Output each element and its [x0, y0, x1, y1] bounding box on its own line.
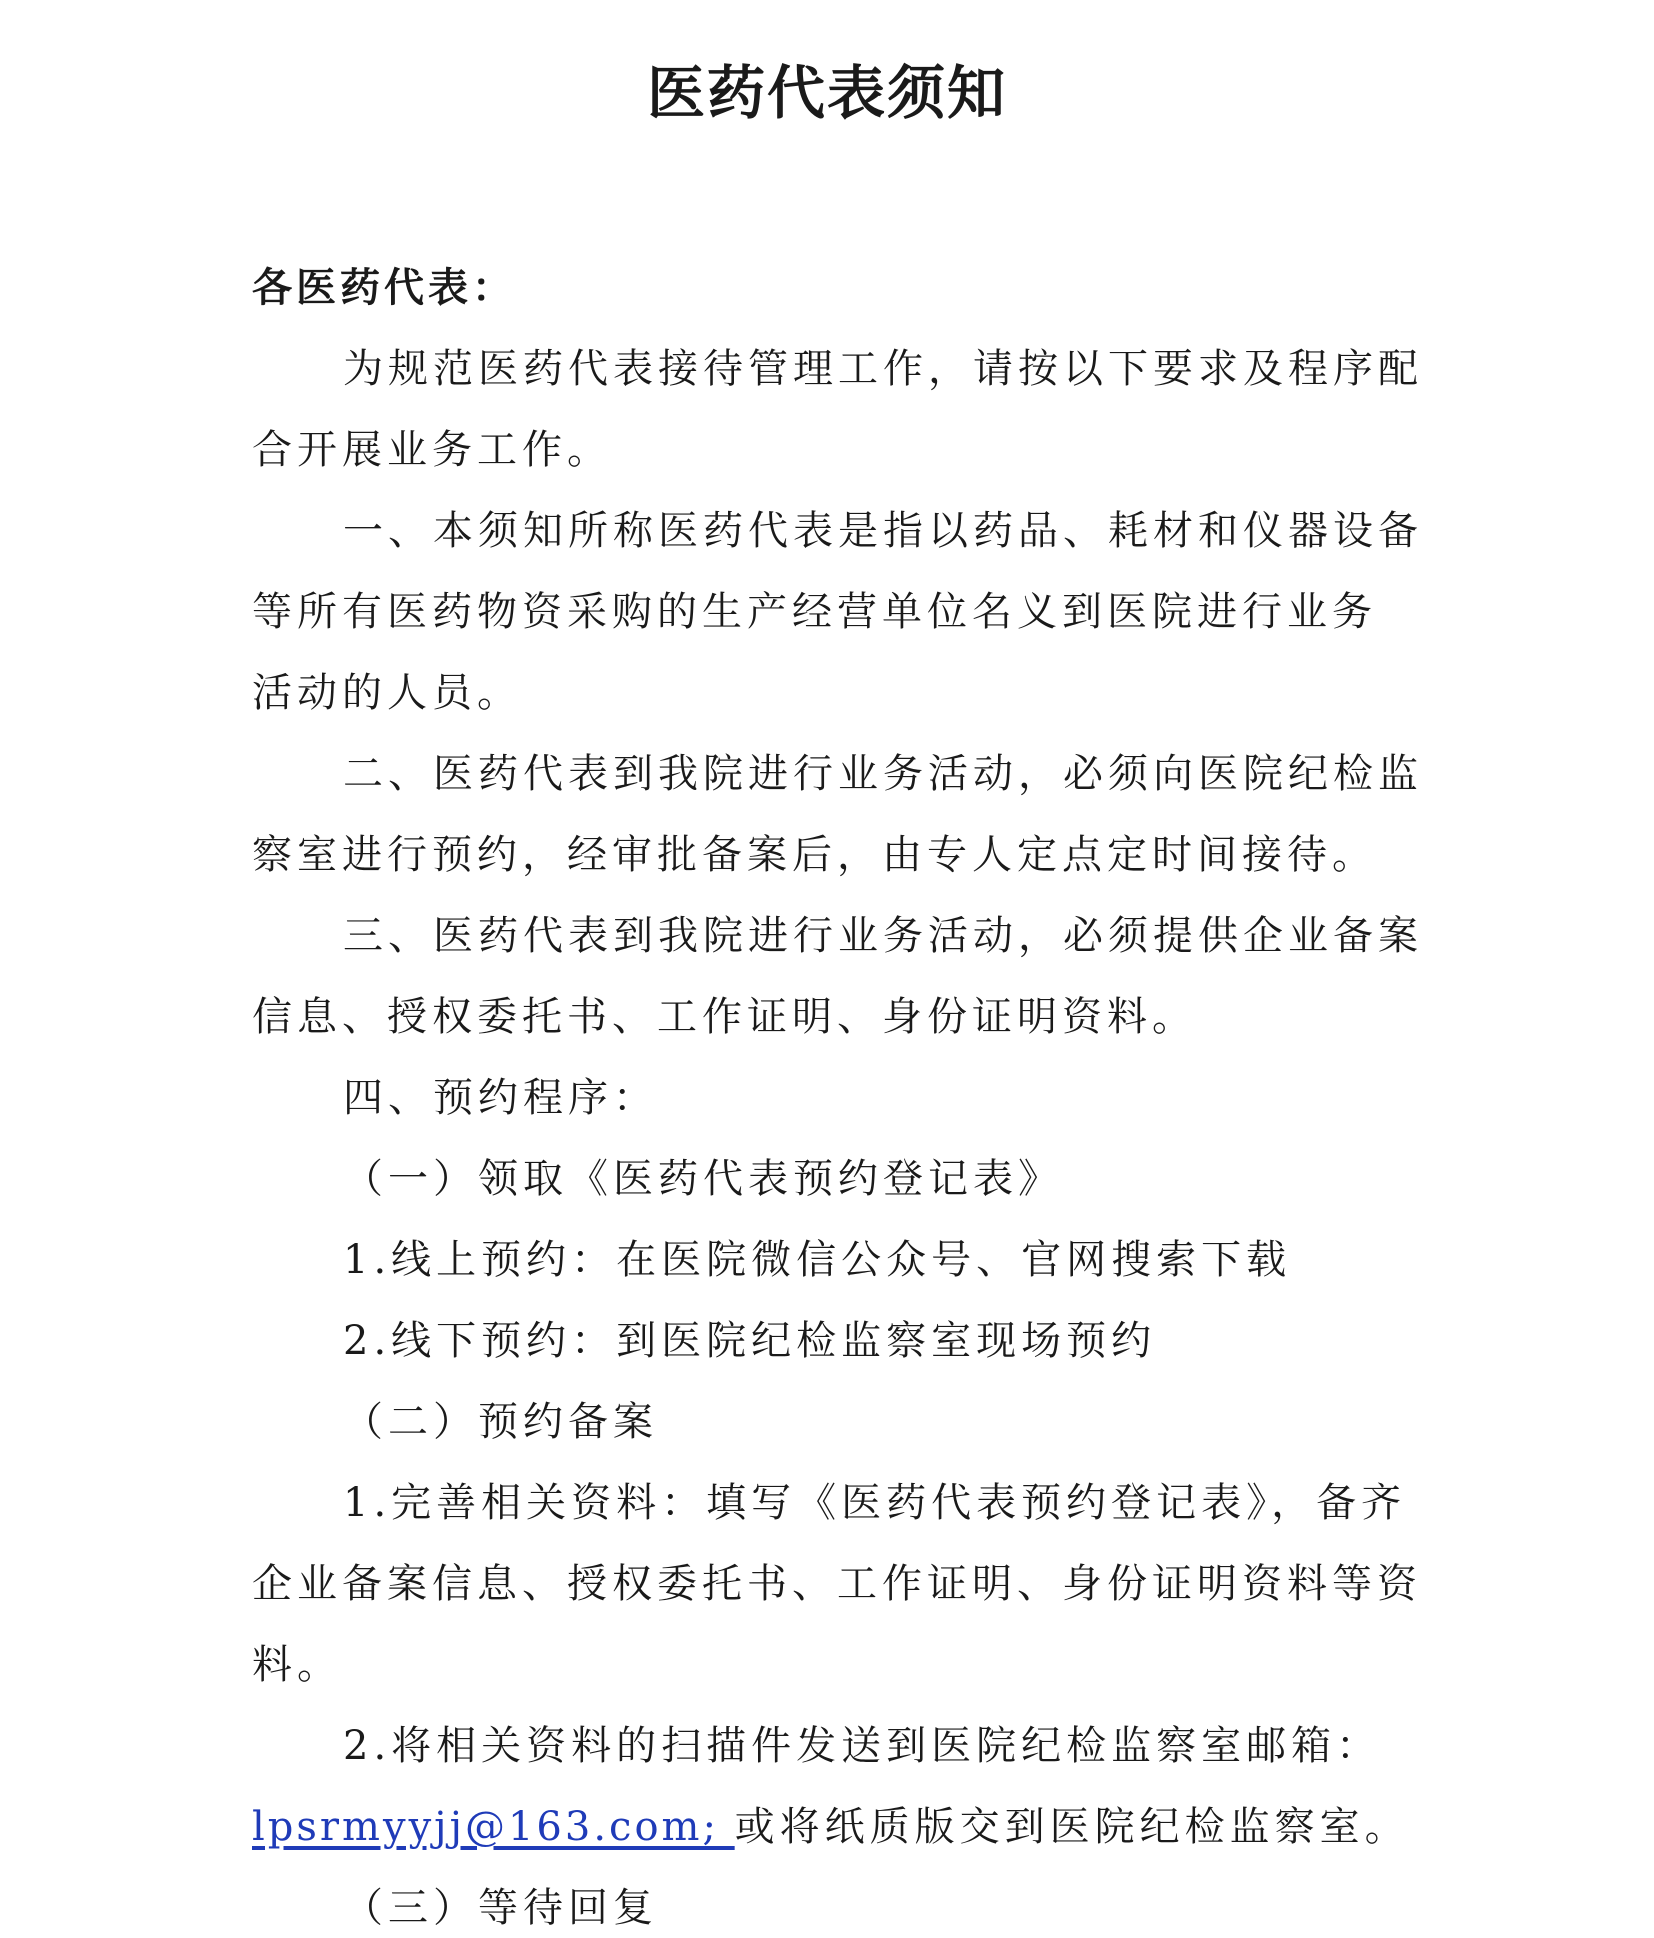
salutation: 各医药代表： — [252, 264, 516, 311]
item1-line-1: 一、本须知所称医药代表是指以药品、耗材和仪器设备 — [343, 508, 1423, 554]
sub1-step1: 1.线上预约：在医院微信公众号、官网搜索下载 — [343, 1237, 1292, 1283]
sub2-step1-line-3: 料。 — [252, 1642, 342, 1688]
sub2-heading: （二）预约备案 — [343, 1399, 658, 1445]
document-title: 医药代表须知 — [646, 59, 1007, 127]
intro-line-2: 合开展业务工作。 — [252, 427, 612, 473]
sub3-heading: （三）等待回复 — [343, 1885, 658, 1931]
sub2-step2-line-2 — [252, 1799, 1410, 1855]
item3-line-2: 信息、授权委托书、工作证明、身份证明资料。 — [252, 994, 1197, 1040]
item1-line-3: 活动的人员。 — [252, 670, 522, 716]
item1-line-2: 等所有医药物资采购的生产经营单位名义到医院进行业务 — [252, 589, 1377, 635]
email-link[interactable]: lpsrmyyjj@163.com; — [252, 1804, 735, 1850]
sub2-step2-line-1: 2.将相关资料的扫描件发送到医院纪检监察室邮箱： — [343, 1723, 1382, 1769]
sub2-step2-line-2-rest: 或将纸质版交到医院纪检监察室。 — [734, 1804, 1410, 1850]
item3-line-1: 三、医药代表到我院进行业务活动，必须提供企业备案 — [343, 913, 1423, 959]
intro-line-1: 为规范医药代表接待管理工作，请按以下要求及程序配 — [343, 346, 1423, 392]
item4-heading: 四、预约程序： — [343, 1075, 658, 1121]
sub1-step2: 2.线下预约：到医院纪检监察室现场预约 — [343, 1318, 1157, 1364]
item2-line-1: 二、医药代表到我院进行业务活动，必须向医院纪检监 — [343, 751, 1423, 797]
item2-line-2: 察室进行预约，经审批备案后，由专人定点定时间接待。 — [252, 832, 1377, 878]
sub2-step1-line-2: 企业备案信息、授权委托书、工作证明、身份证明资料等资 — [252, 1561, 1422, 1607]
sub2-step1-line-1: 1.完善相关资料：填写《医药代表预约登记表》，备齐 — [343, 1480, 1407, 1526]
sub1-heading: （一）领取《医药代表预约登记表》 — [343, 1156, 1063, 1202]
